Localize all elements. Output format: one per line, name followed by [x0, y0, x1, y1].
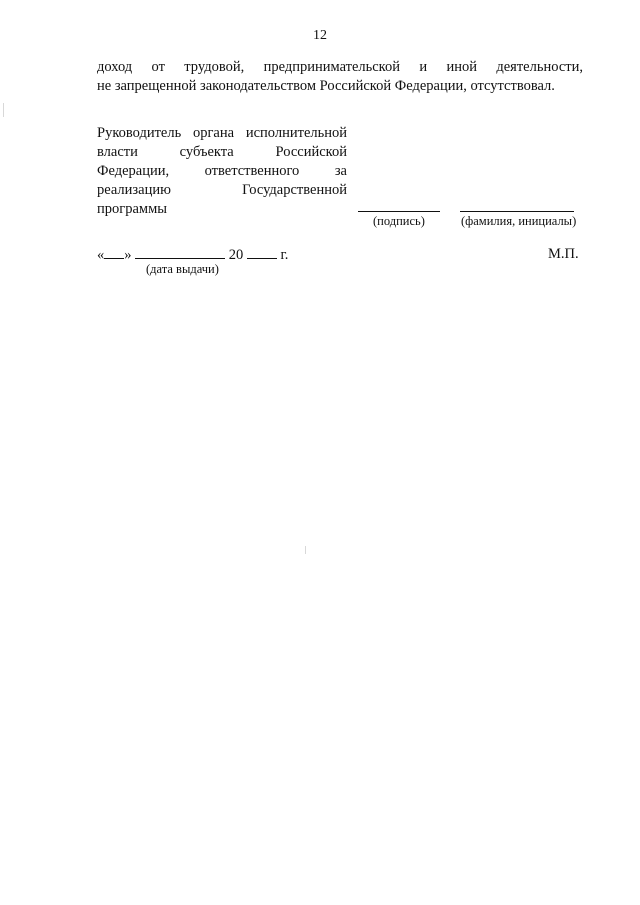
seal-mark: М.П. — [548, 246, 579, 262]
signature-line — [358, 211, 440, 212]
declaration-paragraph — [97, 58, 583, 96]
signer-line-1: Руководитель органа исполнительной — [97, 125, 347, 141]
scan-speck — [3, 103, 4, 117]
signer-line-3: Федерации, ответственного за — [97, 163, 347, 179]
signer-title — [97, 124, 347, 219]
date-caption: (дата выдачи) — [146, 262, 219, 276]
issue-date-row — [97, 244, 288, 264]
signer-line-2: власти субъекта Российской — [97, 144, 347, 160]
name-line — [460, 211, 574, 212]
signer-line-5: программы — [97, 201, 167, 217]
day-blank — [104, 244, 124, 259]
year-blank — [247, 244, 277, 259]
page-number: 12 — [313, 28, 327, 43]
name-caption: (фамилия, инициалы) — [461, 214, 577, 228]
scan-speck — [305, 546, 306, 554]
month-blank — [135, 244, 225, 259]
signer-line-4: реализацию Государственной — [97, 182, 347, 198]
signature-caption: (подпись) — [373, 214, 425, 228]
date-open-quote: « — [97, 247, 105, 263]
year-prefix: 20 — [228, 247, 244, 263]
date-close-quote: » — [124, 247, 132, 263]
paragraph-line-2: не запрещенной законодательством Российской Федерации, отсутствовал. — [97, 78, 555, 94]
year-suffix: г. — [280, 247, 289, 263]
paragraph-line-1: доход от трудовой, предпринимательской и иной деятельности, — [97, 59, 583, 75]
